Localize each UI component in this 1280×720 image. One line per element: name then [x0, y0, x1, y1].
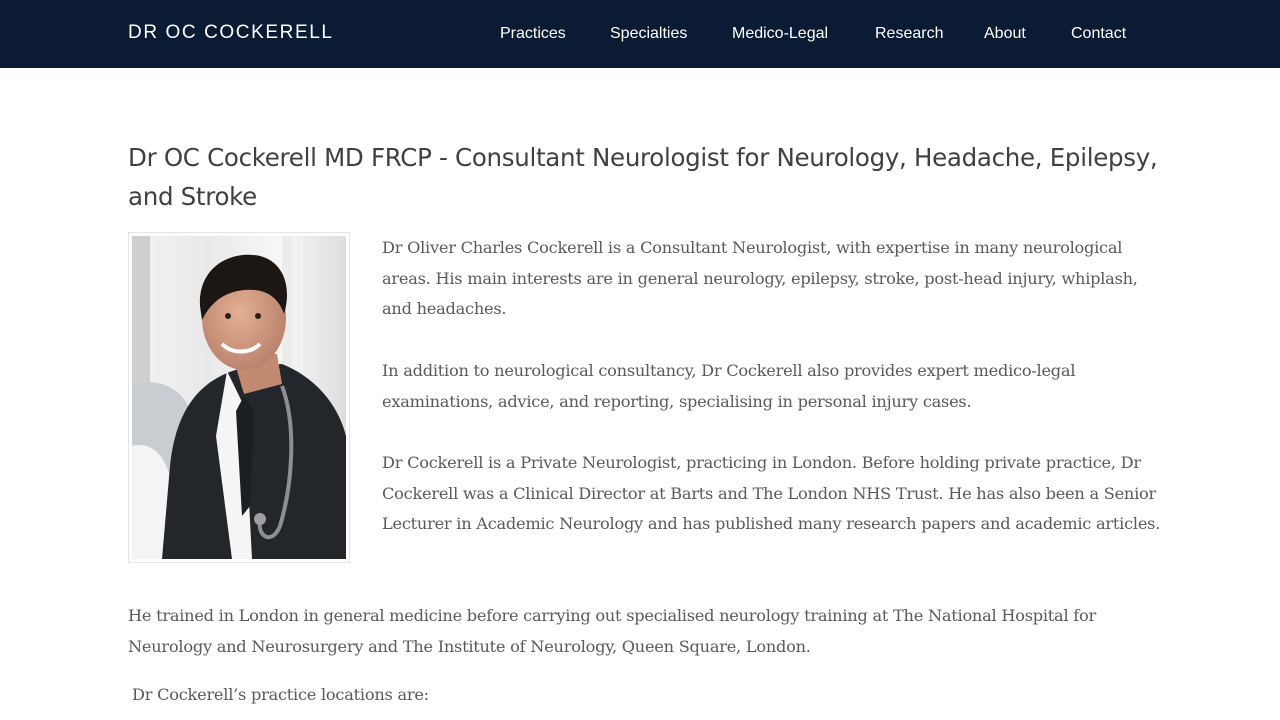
- doctor-photo-image: [132, 236, 346, 559]
- career-paragraph: Dr Cockerell is a Private Neurologist, practicing in London. Before holding private practice, Dr Cockerell was a Clinical Director at Barts and The London NHS Trust. He has also been a Senior Lecturer in Academic Neurology and has published many research papers and academic articles.: [382, 453, 1161, 534]
- doctor-portrait: [128, 232, 350, 563]
- practice-locations-intro: Dr Cockerell’s practice locations are:: [132, 685, 429, 704]
- site-logo-link[interactable]: DR OC COCKERELL: [128, 22, 334, 43]
- site-header: [0, 0, 1280, 68]
- main-nav: [0, 24, 1280, 46]
- medico-legal-paragraph: In addition to neurological consultancy, Dr Cockerell also provides expert medico-legal examinations, advice, and reporting, specialising in personal injury cases.: [382, 361, 1076, 411]
- intro-paragraph: Dr Oliver Charles Cockerell is a Consultant Neurologist, with expertise in many neurological areas. His main interests are in general neurology, epilepsy, stroke, post-head injury, whiplash, and headaches.: [382, 238, 1138, 319]
- nav-item-research[interactable]: Research: [875, 25, 944, 42]
- nav-item-about[interactable]: About: [984, 25, 1026, 42]
- training-paragraph: He trained in London in general medicine before carrying out specialised neurology training at The National Hospital for Neurology and Neurosurgery and The Institute of Neurology, Queen Square, London.: [128, 606, 1096, 656]
- page-title: Dr OC Cockerell MD FRCP - Consultant Neurologist for Neurology, Headache, Epilepsy, and Stroke: [128, 143, 1158, 211]
- nav-item-practices[interactable]: Practices: [500, 25, 566, 42]
- nav-item-medico-legal[interactable]: Medico-Legal: [732, 25, 829, 42]
- nav-item-specialties[interactable]: Specialties: [610, 25, 688, 42]
- nav-item-contact[interactable]: Contact: [1071, 25, 1127, 42]
